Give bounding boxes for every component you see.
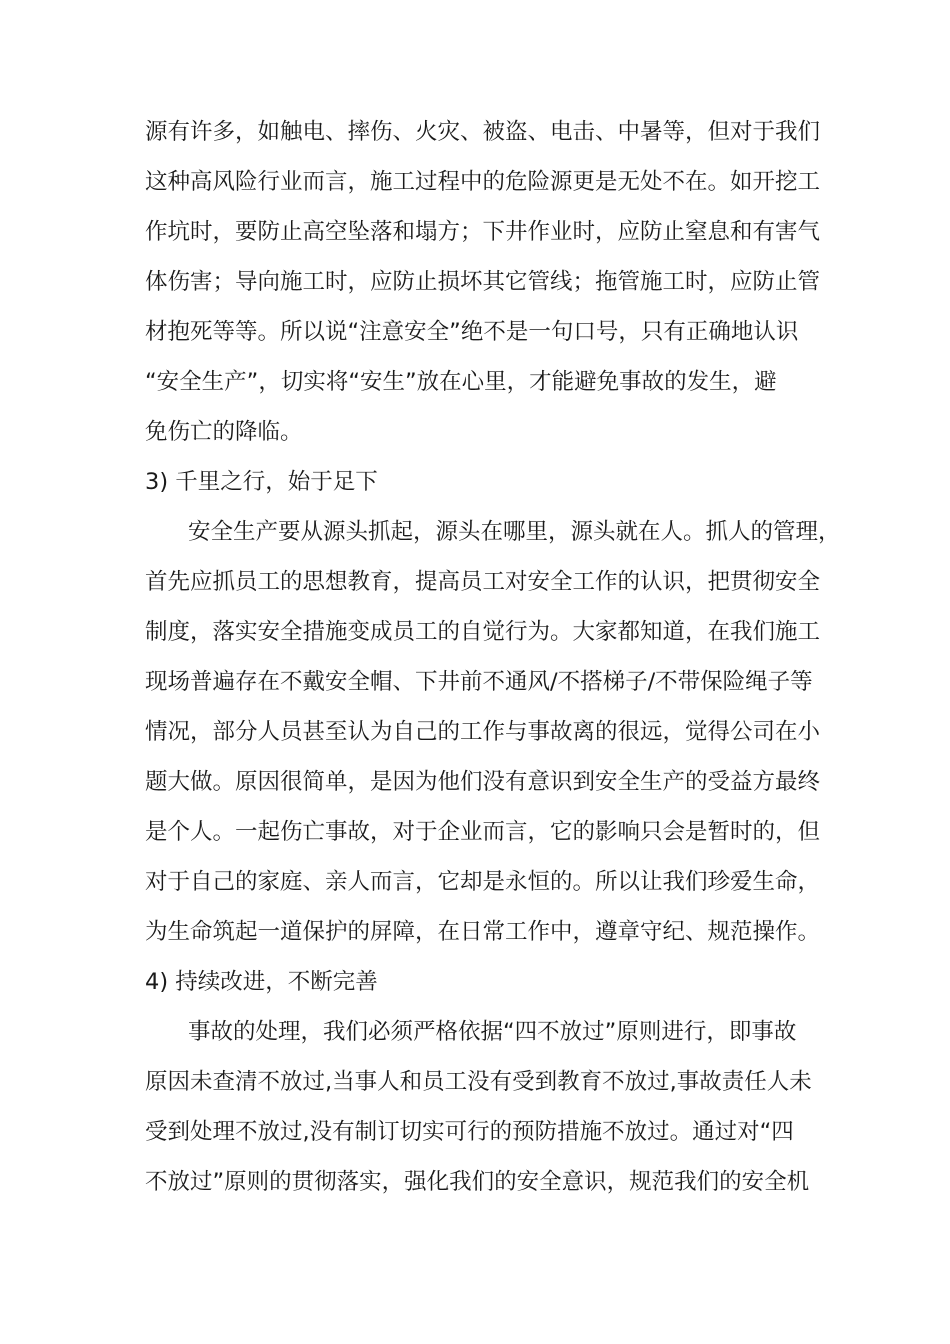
body-text-line: 现场普遍存在不戴安全帽、下井前不通风/不搭梯子/不带保险绳子等 xyxy=(145,669,813,695)
section-heading: 4) 持续改进，不断完善 xyxy=(145,969,378,995)
body-text-line: 这种高风险行业而言，施工过程中的危险源更是无处不在。如开挖工 xyxy=(145,169,821,195)
body-text-line: 体伤害；导向施工时，应防止损坏其它管线；拖管施工时，应防止管 xyxy=(145,269,821,295)
body-text-line: 题大做。原因很简单，是因为他们没有意识到安全生产的受益方最终 xyxy=(145,769,821,795)
section-heading: 3) 千里之行，始于足下 xyxy=(145,469,378,495)
body-text-line: 制度，落实安全措施变成员工的自觉行为。大家都知道，在我们施工 xyxy=(145,619,821,645)
body-text-line: 免伤亡的降临。 xyxy=(145,419,303,445)
paragraph-first-line: 安全生产要从源头抓起，源头在哪里，源头就在人。抓人的管理， xyxy=(188,519,841,545)
body-text-line: 情况，部分人员甚至认为自己的工作与事故离的很远，觉得公司在小 xyxy=(145,719,821,745)
body-text-line: 作坑时，要防止高空坠落和塌方；下井作业时，应防止窒息和有害气 xyxy=(145,219,821,245)
body-text-line: 源有许多，如触电、摔伤、火灾、被盗、电击、中暑等，但对于我们 xyxy=(145,119,821,145)
body-text-line: 为生命筑起一道保护的屏障，在日常工作中，遵章守纪、规范操作。 xyxy=(145,919,821,945)
body-text-line: 受到处理不放过,没有制订切实可行的预防措施不放过。通过对“四 xyxy=(145,1119,794,1145)
body-text-line: “安全生产”，切实将“安生”放在心里，才能避免事故的发生，避 xyxy=(145,369,777,395)
paragraph-first-line: 事故的处理，我们必须严格依据“四不放过”原则进行，即事故 xyxy=(188,1019,797,1045)
body-text-line: 首先应抓员工的思想教育，提高员工对安全工作的认识，把贯彻安全 xyxy=(145,569,821,595)
body-text-line: 不放过”原则的贯彻落实，强化我们的安全意识，规范我们的安全机 xyxy=(145,1169,810,1195)
body-text-line: 对于自己的家庭、亲人而言，它却是永恒的。所以让我们珍爱生命， xyxy=(145,869,821,895)
body-text-line: 原因未查清不放过,当事人和员工没有受到教育不放过,事故责任人未 xyxy=(145,1069,812,1095)
body-text-line: 材抱死等等。所以说“注意安全”绝不是一句口号，只有正确地认识 xyxy=(145,319,799,345)
body-text-line: 是个人。一起伤亡事故，对于企业而言，它的影响只会是暂时的，但 xyxy=(145,819,821,845)
